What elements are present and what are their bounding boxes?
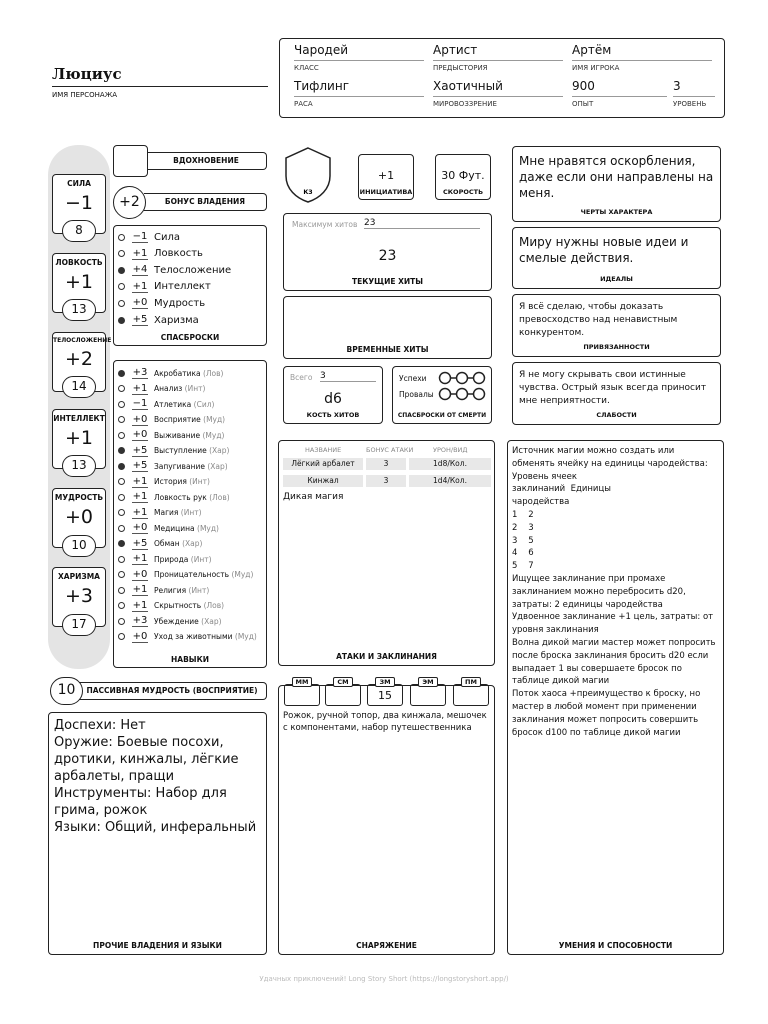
- coin-label: СМ: [333, 677, 353, 687]
- flaws-label: СЛАБОСТИ: [596, 411, 637, 419]
- skill-name: Природа (Инт): [154, 554, 212, 564]
- skill-modifier: +0: [132, 568, 148, 580]
- skill-modifier: −1: [132, 398, 148, 409]
- attack-name[interactable]: Лёгкий арбалет: [283, 458, 363, 470]
- coin-platinum[interactable]: [453, 677, 489, 707]
- attack-header-bonus: БОНУС АТАКИ: [366, 446, 414, 454]
- alignment-field[interactable]: [433, 79, 563, 108]
- level-field[interactable]: [673, 79, 715, 108]
- ability-score[interactable]: 13: [62, 299, 96, 321]
- bonds-box[interactable]: [512, 294, 721, 357]
- skill-attribute: (Муд): [234, 632, 257, 641]
- flaws-text: Я не могу скрывать свои истинные чувства. Острый язык всегда приносит мне неприятности.: [519, 370, 707, 406]
- feature-line: Источник магии можно создать или обменять ячейку на единицы чародейства:: [512, 446, 708, 469]
- coin-value[interactable]: [410, 684, 446, 706]
- skill-row[interactable]: [118, 412, 225, 428]
- skill-attribute: (Хар): [207, 461, 228, 471]
- other-proficiencies-box[interactable]: [48, 712, 267, 955]
- skill-name: Акробатика (Лов): [154, 368, 224, 378]
- equipment-box[interactable]: [278, 685, 495, 955]
- ideals-box[interactable]: [512, 227, 721, 289]
- proficiency-line: арбалеты, пращи: [54, 769, 175, 784]
- ability-name: МУДРОСТЬ: [54, 493, 104, 502]
- coin-copper[interactable]: [284, 677, 320, 707]
- ability-name: ТЕЛОСЛОЖЕНИЕ: [53, 337, 112, 344]
- inspiration-checkbox[interactable]: [113, 145, 148, 177]
- ability-modifier: +1: [64, 271, 93, 293]
- ability-modifier: +2: [64, 348, 93, 370]
- ability-name: ХАРИЗМА: [58, 572, 100, 581]
- proficiency-dot-icon[interactable]: [118, 525, 125, 532]
- skill-row[interactable]: [118, 567, 253, 583]
- class-field[interactable]: [294, 43, 424, 72]
- equipment-label: СНАРЯЖЕНИЕ: [356, 941, 417, 950]
- saving-throw-modifier: +0: [132, 297, 148, 309]
- skill-modifier: +3: [132, 367, 148, 378]
- personality-text: Мне нравятся оскорбления, даже если они направлены на меня.: [519, 154, 714, 200]
- saving-throw-row[interactable]: [118, 246, 203, 262]
- xp-caption: ОПЫТ: [572, 100, 594, 108]
- coin-label: ЗМ: [375, 677, 395, 687]
- skill-attribute: (Сил): [193, 399, 215, 409]
- player-field[interactable]: [572, 43, 712, 72]
- ability-name: СИЛА: [67, 179, 91, 188]
- proficiency-dot-icon[interactable]: [118, 250, 125, 257]
- skill-attribute: (Хар): [201, 616, 222, 626]
- proficiency-line: Языки: Общий, инферальный: [54, 820, 257, 835]
- character-info-box: [279, 38, 725, 118]
- alignment-caption: МИРОВОЗЗРЕНИЕ: [433, 100, 497, 108]
- skill-modifier: +1: [132, 506, 148, 518]
- saving-throw-row[interactable]: [118, 295, 205, 311]
- skill-attribute: (Инт): [184, 384, 206, 393]
- skill-modifier: +5: [132, 444, 148, 456]
- skill-modifier: +5: [132, 460, 148, 471]
- proficiency-dot-icon[interactable]: [118, 370, 125, 377]
- saving-throw-name: Харизма: [154, 314, 199, 326]
- features-text: [512, 445, 719, 739]
- skill-row[interactable]: [118, 536, 202, 552]
- proficiency-dot-icon[interactable]: [118, 447, 125, 454]
- hit-dice-box[interactable]: [283, 366, 383, 424]
- skill-name: Скрытность (Лов): [154, 601, 225, 610]
- ability-score[interactable]: 14: [62, 376, 96, 398]
- skill-modifier: +0: [132, 522, 148, 533]
- features-label: УМЕНИЯ И СПОСОБНОСТИ: [558, 941, 673, 950]
- passive-wisdom-label: ПАССИВНАЯ МУДРОСТЬ (ВОСПРИЯТИЕ): [64, 682, 267, 700]
- initiative-value: +1: [377, 169, 395, 182]
- skill-row[interactable]: [118, 458, 228, 474]
- other-proficiencies-text: [54, 717, 256, 836]
- max-hp-value[interactable]: 23: [364, 218, 480, 229]
- current-hp-box[interactable]: [283, 213, 492, 291]
- skill-modifier: +1: [132, 382, 148, 394]
- armor-class-label: КЗ: [303, 189, 313, 196]
- coin-gold[interactable]: [367, 677, 403, 707]
- feature-line: Поток хаоса +преимущество к броску, но мастер в любой момент при применении заклинания может попросить совершить бросок d100 по таблице дикой магии: [512, 689, 704, 738]
- death-saves-label: СПАСБРОСКИ ОТ СМЕРТИ: [397, 412, 487, 419]
- skill-row[interactable]: [118, 582, 209, 598]
- skill-name: Выступление (Хар): [154, 446, 230, 455]
- skill-modifier: +1: [132, 599, 148, 611]
- footer-text: Удачных приключений! Long Story Short (https://longstoryshort.app/): [259, 975, 509, 983]
- player-value[interactable]: Артём: [572, 43, 712, 61]
- proficiency-dot-icon[interactable]: [118, 463, 125, 470]
- saving-throw-name: Интеллект: [154, 281, 211, 293]
- skill-attribute: (Инт): [190, 554, 212, 564]
- skill-row[interactable]: [118, 598, 224, 614]
- proficiency-dot-icon[interactable]: [118, 494, 125, 501]
- proficiency-line: грима, рожок: [54, 803, 148, 818]
- skill-name: История (Инт): [154, 477, 210, 486]
- attacks-label: АТАКИ И ЗАКЛИНАНИЯ: [336, 652, 437, 661]
- death-saves-success-label: Успехи: [399, 374, 427, 383]
- bonds-label: ПРИВЯЗАННОСТИ: [583, 343, 650, 351]
- skill-row[interactable]: [118, 629, 257, 645]
- feature-line: Ищущее заклинание при промахе заклинанием можно перебросить d20, затраты: 2 единицы чародейства: [512, 573, 689, 610]
- background-value[interactable]: Артист: [433, 43, 563, 61]
- proficiency-dot-icon[interactable]: [118, 300, 125, 307]
- proficiency-dot-icon[interactable]: [118, 540, 125, 547]
- ability-name: ЛОВКОСТЬ: [55, 258, 103, 267]
- attacks-box[interactable]: [278, 440, 495, 666]
- current-hp-label: ТЕКУЩИЕ ХИТЫ: [351, 277, 424, 286]
- feature-line: 2 3: [512, 522, 534, 533]
- proficiency-dot-icon[interactable]: [118, 401, 125, 408]
- attacks-note: Дикая магия: [283, 492, 344, 502]
- attack-bonus[interactable]: 3: [366, 458, 406, 470]
- skill-attribute: (Хар): [182, 539, 203, 548]
- ability-score[interactable]: 10: [62, 535, 96, 557]
- skill-name: Выживание (Муд): [154, 430, 225, 440]
- saving-throw-modifier: +5: [132, 314, 148, 325]
- attack-name[interactable]: Кинжал: [283, 475, 363, 487]
- ability-score[interactable]: 8: [62, 220, 96, 242]
- skill-attribute: (Муд): [202, 430, 225, 440]
- skill-modifier: +0: [132, 413, 148, 425]
- background-caption: ПРЕДЫСТОРИЯ: [433, 64, 488, 72]
- hit-dice-value: d6: [324, 391, 342, 407]
- skill-name: Уход за животными (Муд): [154, 632, 257, 641]
- death-saves-circles-icon[interactable]: [438, 370, 488, 404]
- proficiency-dot-icon[interactable]: [118, 317, 125, 324]
- hit-dice-total-caption: Всего: [290, 373, 313, 382]
- personality-box[interactable]: [512, 146, 721, 222]
- skill-attribute: (Хар): [209, 446, 230, 455]
- proficiency-dot-icon[interactable]: [118, 416, 125, 423]
- inspiration-label: ВДОХНОВЕНИЕ: [146, 152, 267, 170]
- coin-label: ЭМ: [418, 677, 438, 687]
- features-box[interactable]: [507, 440, 724, 955]
- initiative-label: ИНИЦИАТИВА: [359, 188, 413, 196]
- skill-name: Религия (Инт): [154, 585, 210, 595]
- coin-label: ММ: [292, 677, 312, 687]
- coin-value[interactable]: [284, 684, 320, 706]
- bonds-text: Я всё сделаю, чтобы доказать превосходство над ненавистным конкурентом.: [519, 302, 678, 338]
- coin-electrum[interactable]: [410, 677, 446, 707]
- skill-attribute: (Инт): [180, 508, 202, 517]
- skill-row[interactable]: [118, 443, 229, 459]
- feature-line: заклинаний Единицы: [512, 484, 611, 495]
- hit-dice-label: КОСТЬ ХИТОВ: [306, 411, 360, 419]
- skill-row[interactable]: [118, 489, 230, 505]
- saving-throw-row[interactable]: [118, 262, 231, 278]
- coin-label: ПМ: [461, 677, 481, 687]
- skill-name: Запугивание (Хар): [154, 461, 228, 471]
- skill-modifier: +0: [132, 630, 148, 642]
- skill-name: Восприятие (Муд): [154, 415, 226, 424]
- saving-throw-modifier: −1: [132, 231, 148, 242]
- skill-row[interactable]: [118, 613, 222, 629]
- level-value[interactable]: 3: [673, 79, 715, 97]
- passive-wisdom-value[interactable]: 10: [50, 677, 83, 705]
- saving-throws-label: СПАСБРОСКИ: [160, 333, 220, 342]
- race-caption: РАСА: [294, 100, 313, 108]
- max-hp-caption: Максимум хитов: [292, 220, 358, 229]
- saving-throw-modifier: +4: [132, 264, 148, 276]
- death-saves-fail-label: Провалы: [399, 390, 434, 399]
- ideals-text: Миру нужны новые идеи и смелые действия.: [519, 235, 689, 265]
- saving-throw-row[interactable]: [118, 279, 211, 295]
- skill-attribute: (Лов): [209, 492, 230, 502]
- proficiency-dot-icon[interactable]: [118, 602, 125, 609]
- speed-box[interactable]: [435, 154, 491, 200]
- other-proficiencies-label: ПРОЧИЕ ВЛАДЕНИЯ И ЯЗЫКИ: [93, 941, 222, 950]
- proficiency-dot-icon[interactable]: [118, 556, 125, 563]
- equipment-text: Рожок, ручной топор, два кинжала, мешочек с компонентами, набор путешественника: [283, 711, 487, 733]
- proficiency-line: Инструменты: Набор для: [54, 786, 227, 801]
- proficiency-label: БОНУС ВЛАДЕНИЯ: [144, 193, 267, 211]
- skill-attribute: (Муд): [203, 415, 226, 424]
- ability-score[interactable]: 13: [62, 455, 96, 477]
- level-caption: УРОВЕНЬ: [673, 100, 707, 108]
- skill-row[interactable]: [118, 381, 205, 397]
- feature-line: Уровень ячеек: [512, 471, 578, 482]
- proficiency-dot-icon[interactable]: [118, 385, 125, 392]
- skill-name: Ловкость рук (Лов): [154, 492, 230, 502]
- ability-modifier: +1: [64, 427, 93, 449]
- proficiency-bonus[interactable]: +2: [113, 186, 146, 219]
- skill-attribute: (Лов): [202, 368, 224, 378]
- skill-modifier: +1: [132, 475, 148, 487]
- feature-line: 5 7: [512, 561, 534, 572]
- ability-modifier: −1: [64, 192, 93, 214]
- skill-name: Анализ (Инт): [154, 384, 206, 393]
- skill-row[interactable]: [118, 365, 224, 381]
- proficiency-dot-icon[interactable]: [118, 618, 125, 625]
- skill-row[interactable]: [118, 520, 219, 536]
- coin-value[interactable]: [453, 684, 489, 706]
- proficiency-dot-icon[interactable]: [118, 587, 125, 594]
- xp-field[interactable]: [572, 79, 667, 108]
- ability-modifier: +0: [64, 506, 93, 528]
- proficiency-line: Оружие: Боевые посохи,: [54, 735, 224, 750]
- attack-damage[interactable]: 1d4/Кол.: [409, 475, 491, 487]
- skill-modifier: +0: [132, 429, 148, 440]
- skill-name: Проницательность (Муд): [154, 570, 254, 579]
- attack-bonus[interactable]: 3: [366, 475, 406, 487]
- saving-throw-name: Телосложение: [154, 264, 232, 276]
- skill-row[interactable]: [118, 474, 210, 490]
- saving-throw-name: Ловкость: [154, 248, 203, 260]
- character-name-block: [52, 65, 268, 99]
- saving-throw-modifier: +1: [132, 247, 148, 259]
- proficiency-dot-icon[interactable]: [118, 267, 125, 274]
- race-field[interactable]: [294, 79, 424, 108]
- initiative-box[interactable]: [358, 154, 414, 200]
- skill-name: Обман (Хар): [154, 539, 203, 548]
- xp-value[interactable]: 900: [572, 79, 667, 97]
- ability-score[interactable]: 17: [62, 614, 96, 636]
- speed-value: 30 Фут.: [441, 169, 485, 182]
- saving-throw-name: Сила: [154, 231, 181, 243]
- skill-modifier: +1: [132, 584, 148, 595]
- proficiency-dot-icon[interactable]: [118, 432, 125, 439]
- skill-modifier: +1: [132, 553, 148, 564]
- skill-attribute: (Муд): [231, 570, 254, 579]
- coin-silver[interactable]: [325, 677, 361, 707]
- feature-line: 1 2: [512, 509, 534, 520]
- skill-name: Атлетика (Сил): [154, 399, 215, 409]
- skill-modifier: +5: [132, 537, 148, 549]
- skill-name: Медицина (Муд): [154, 523, 219, 533]
- skill-row[interactable]: [118, 427, 224, 443]
- coin-value[interactable]: [325, 684, 361, 706]
- skill-row[interactable]: [118, 505, 202, 521]
- ability-name: ИНТЕЛЛЕКТ: [53, 414, 105, 423]
- attack-header-name: НАЗВАНИЕ: [305, 446, 342, 454]
- alignment-value[interactable]: Хаотичный: [433, 79, 563, 97]
- skills-label: НАВЫКИ: [171, 655, 209, 664]
- saving-throw-row[interactable]: [118, 312, 199, 328]
- attack-header-damage: УРОН/ВИД: [433, 446, 468, 454]
- class-value[interactable]: Чародей: [294, 43, 424, 61]
- feature-line: Удвоенное заклинание +1 цель, затраты: от уровня заклинания: [512, 612, 716, 636]
- current-hp-value: 23: [378, 248, 397, 264]
- ability-modifier: +3: [64, 585, 93, 607]
- player-caption: ИМЯ ИГРОКА: [572, 64, 620, 72]
- skill-row[interactable]: [118, 396, 214, 412]
- skill-name: Убеждение (Хар): [154, 616, 222, 626]
- personality-label: ЧЕРТЫ ХАРАКТЕРА: [580, 208, 653, 216]
- saving-throw-modifier: +1: [132, 280, 148, 292]
- ideals-label: ИДЕАЛЫ: [600, 275, 633, 283]
- proficiency-dot-icon[interactable]: [118, 571, 125, 578]
- proficiency-dot-icon[interactable]: [118, 283, 125, 290]
- hit-dice-total[interactable]: 3: [320, 371, 376, 382]
- feature-line: 3 5: [512, 535, 534, 546]
- proficiency-line: Доспехи: Нет: [54, 718, 146, 733]
- feature-line: чародейства: [512, 497, 570, 508]
- shield-icon[interactable]: [283, 146, 333, 204]
- class-caption: КЛАСС: [294, 64, 319, 72]
- speed-label: СКОРОСТЬ: [442, 188, 484, 196]
- proficiency-dot-icon[interactable]: [118, 478, 125, 485]
- skill-modifier: +1: [132, 491, 148, 502]
- temp-hp-box[interactable]: [283, 296, 492, 359]
- feature-line: Волна дикой магии мастер может попросить после броска заклинания бросить d20 если выпадает 1 вы совершаете бросок по таблице дикой магии: [512, 637, 719, 687]
- temp-hp-label: ВРЕМЕННЫЕ ХИТЫ: [346, 345, 429, 354]
- proficiency-dot-icon[interactable]: [118, 234, 125, 241]
- background-field[interactable]: [433, 43, 563, 72]
- feature-line: 4 6: [512, 548, 534, 559]
- proficiency-line: дротики, кинжалы, лёгкие: [54, 752, 239, 767]
- character-name-caption: ИМЯ ПЕРСОНАЖА: [52, 91, 118, 99]
- race-value[interactable]: Тифлинг: [294, 79, 424, 97]
- character-name[interactable]: Люциус: [52, 65, 268, 87]
- skill-attribute: (Инт): [189, 477, 210, 486]
- proficiency-dot-icon[interactable]: [118, 509, 125, 516]
- saving-throw-name: Мудрость: [154, 297, 206, 309]
- proficiency-dot-icon[interactable]: [118, 633, 125, 640]
- saving-throw-row[interactable]: [118, 229, 180, 245]
- skill-row[interactable]: [118, 551, 212, 567]
- skill-attribute: (Лов): [203, 601, 225, 610]
- death-saves-box[interactable]: [392, 366, 492, 424]
- flaws-box[interactable]: [512, 362, 721, 425]
- attack-damage[interactable]: 1d8/Кол.: [409, 458, 491, 470]
- skill-modifier: +3: [132, 615, 148, 626]
- skill-attribute: (Инт): [188, 585, 210, 595]
- skill-name: Магия (Инт): [154, 508, 202, 517]
- skill-attribute: (Муд): [197, 523, 219, 533]
- coin-value[interactable]: 15: [367, 684, 403, 706]
